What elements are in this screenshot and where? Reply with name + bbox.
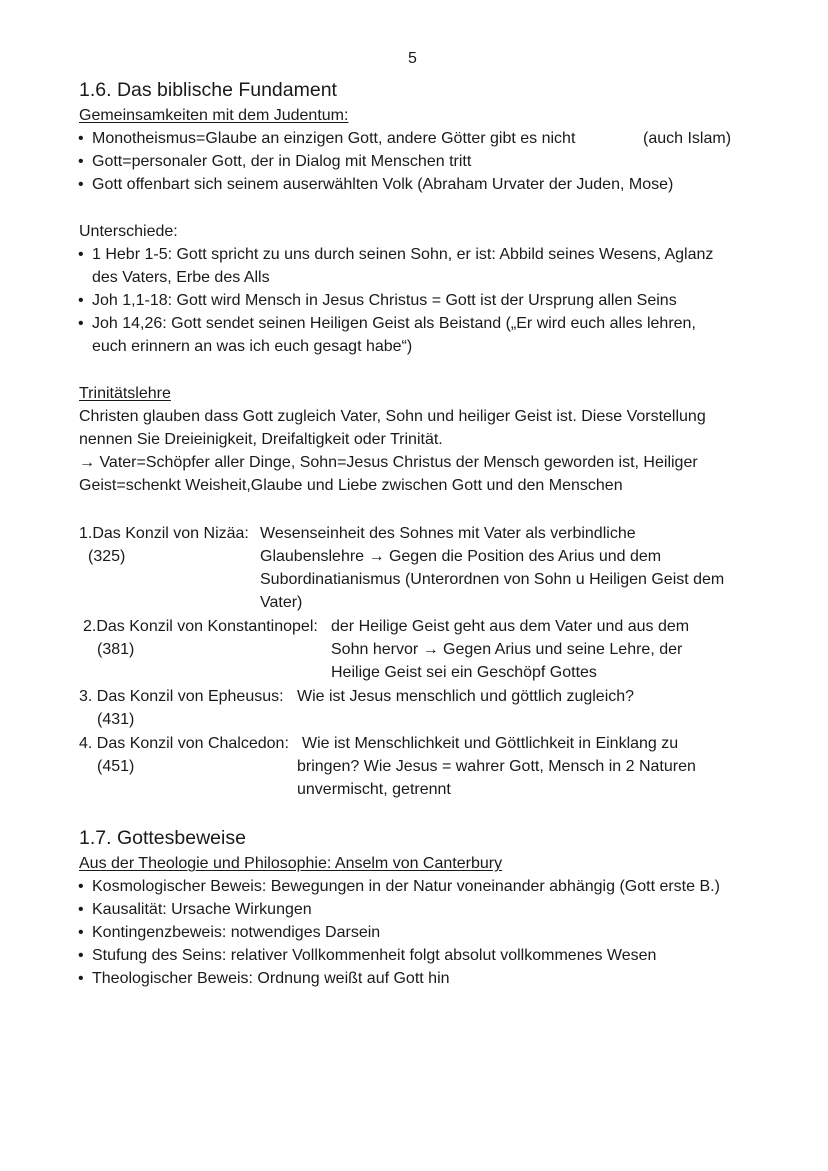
council-title: 3. Das Konzil von Epheusus:: [79, 688, 284, 705]
page-number: 5: [408, 50, 417, 67]
section-heading-1-7: 1.7. Gottesbeweise: [79, 827, 246, 849]
council-text: Sohn hervor → Gegen Arius und seine Lehre, der: [331, 641, 683, 658]
council-text: Heilige Geist sei ein Geschöpf Gottes: [331, 664, 597, 681]
list-item: • Monotheismus=Glaube an einzigen Gott, andere Götter gibt es nicht: [92, 127, 575, 150]
list-item: • Gott=personaler Gott, der in Dialog mit Menschen tritt: [92, 150, 471, 173]
council-text: Wie ist Menschlichkeit und Göttlichkeit in Einklang zu: [302, 735, 679, 752]
list-item: • Stufung des Seins: relativer Vollkommenheit folgt absolut vollkommenes Wesen: [92, 944, 656, 967]
council-text: Subordinatianismus (Unterordnen von Sohn u Heiligen Geist dem: [260, 571, 725, 588]
list-item-continuation: des Vaters, Erbe des Alls: [92, 269, 270, 286]
list-item: • Kosmologischer Beweis: Bewegungen in der Natur voneinander abhängig (Gott erste B.): [92, 875, 720, 898]
council-text: Wesenseinheit des Sohnes mit Vater als verbindliche: [260, 525, 636, 542]
list-item-continuation: euch erinnern an was ich euch gesagt habe“): [92, 338, 413, 355]
council-text: Vater): [260, 594, 303, 611]
council-title: 2.Das Konzil von Konstantinopel:: [83, 618, 318, 635]
council-text: der Heilige Geist geht aus dem Vater und aus dem: [331, 618, 690, 635]
council-title: 4. Das Konzil von Chalcedon:: [79, 735, 289, 752]
commonalities-title: Gemeinsamkeiten mit dem Judentum:: [79, 107, 349, 124]
council-year: (431): [97, 711, 135, 728]
council-text: unvermischt, getrennt: [297, 781, 451, 798]
council-year: (451): [97, 758, 135, 775]
list-item: • 1 Hebr 1-5: Gott spricht zu uns durch seinen Sohn, er ist: Abbild seines Wesens, Aglanz: [92, 243, 713, 266]
list-item: • Joh 14,26: Gott sendet seinen Heiligen Geist als Beistand („Er wird euch alles lehren,: [92, 312, 696, 335]
trinity-title: Trinitätslehre: [79, 385, 171, 402]
council-text: Glaubenslehre → Gegen die Position des Arius und dem: [260, 548, 662, 565]
paragraph-line: nennen Sie Dreieinigkeit, Dreifaltigkeit oder Trinität.: [79, 431, 443, 448]
council-text: bringen? Wie Jesus = wahrer Gott, Mensch in 2 Naturen: [297, 758, 696, 775]
list-item: • Kontingenzbeweis: notwendiges Darsein: [92, 921, 380, 944]
paragraph-line: Christen glauben dass Gott zugleich Vater, Sohn und heiliger Geist ist. Diese Vorstellung: [79, 408, 706, 425]
council-text: Wie ist Jesus menschlich und göttlich zugleich?: [297, 688, 635, 705]
council-title: 1.Das Konzil von Nizäa:: [79, 525, 249, 542]
list-item: • Kausalität: Ursache Wirkungen: [92, 898, 312, 921]
list-item: • Joh 1,1-18: Gott wird Mensch in Jesus Christus = Gott ist der Ursprung allen Seins: [92, 289, 677, 312]
differences-title: Unterschiede:: [79, 223, 178, 240]
section-heading-1-6: 1.6. Das biblische Fundament: [79, 79, 337, 101]
commonalities-note: (auch Islam): [643, 130, 732, 147]
council-year: (325): [88, 548, 126, 565]
paragraph-line: Geist=schenkt Weisheit,Glaube und Liebe zwischen Gott und den Menschen: [79, 477, 623, 494]
list-item: • Theologischer Beweis: Ordnung weißt auf Gott hin: [92, 967, 450, 990]
council-year: (381): [97, 641, 135, 658]
list-item: • Gott offenbart sich seinem auserwählten Volk (Abraham Urvater der Juden, Mose): [92, 173, 673, 196]
proofs-subtitle: Aus der Theologie und Philosophie: Anselm von Canterbury: [79, 855, 503, 872]
paragraph-line: → Vater=Schöpfer aller Dinge, Sohn=Jesus Christus der Mensch geworden ist, Heiliger: [79, 454, 698, 471]
